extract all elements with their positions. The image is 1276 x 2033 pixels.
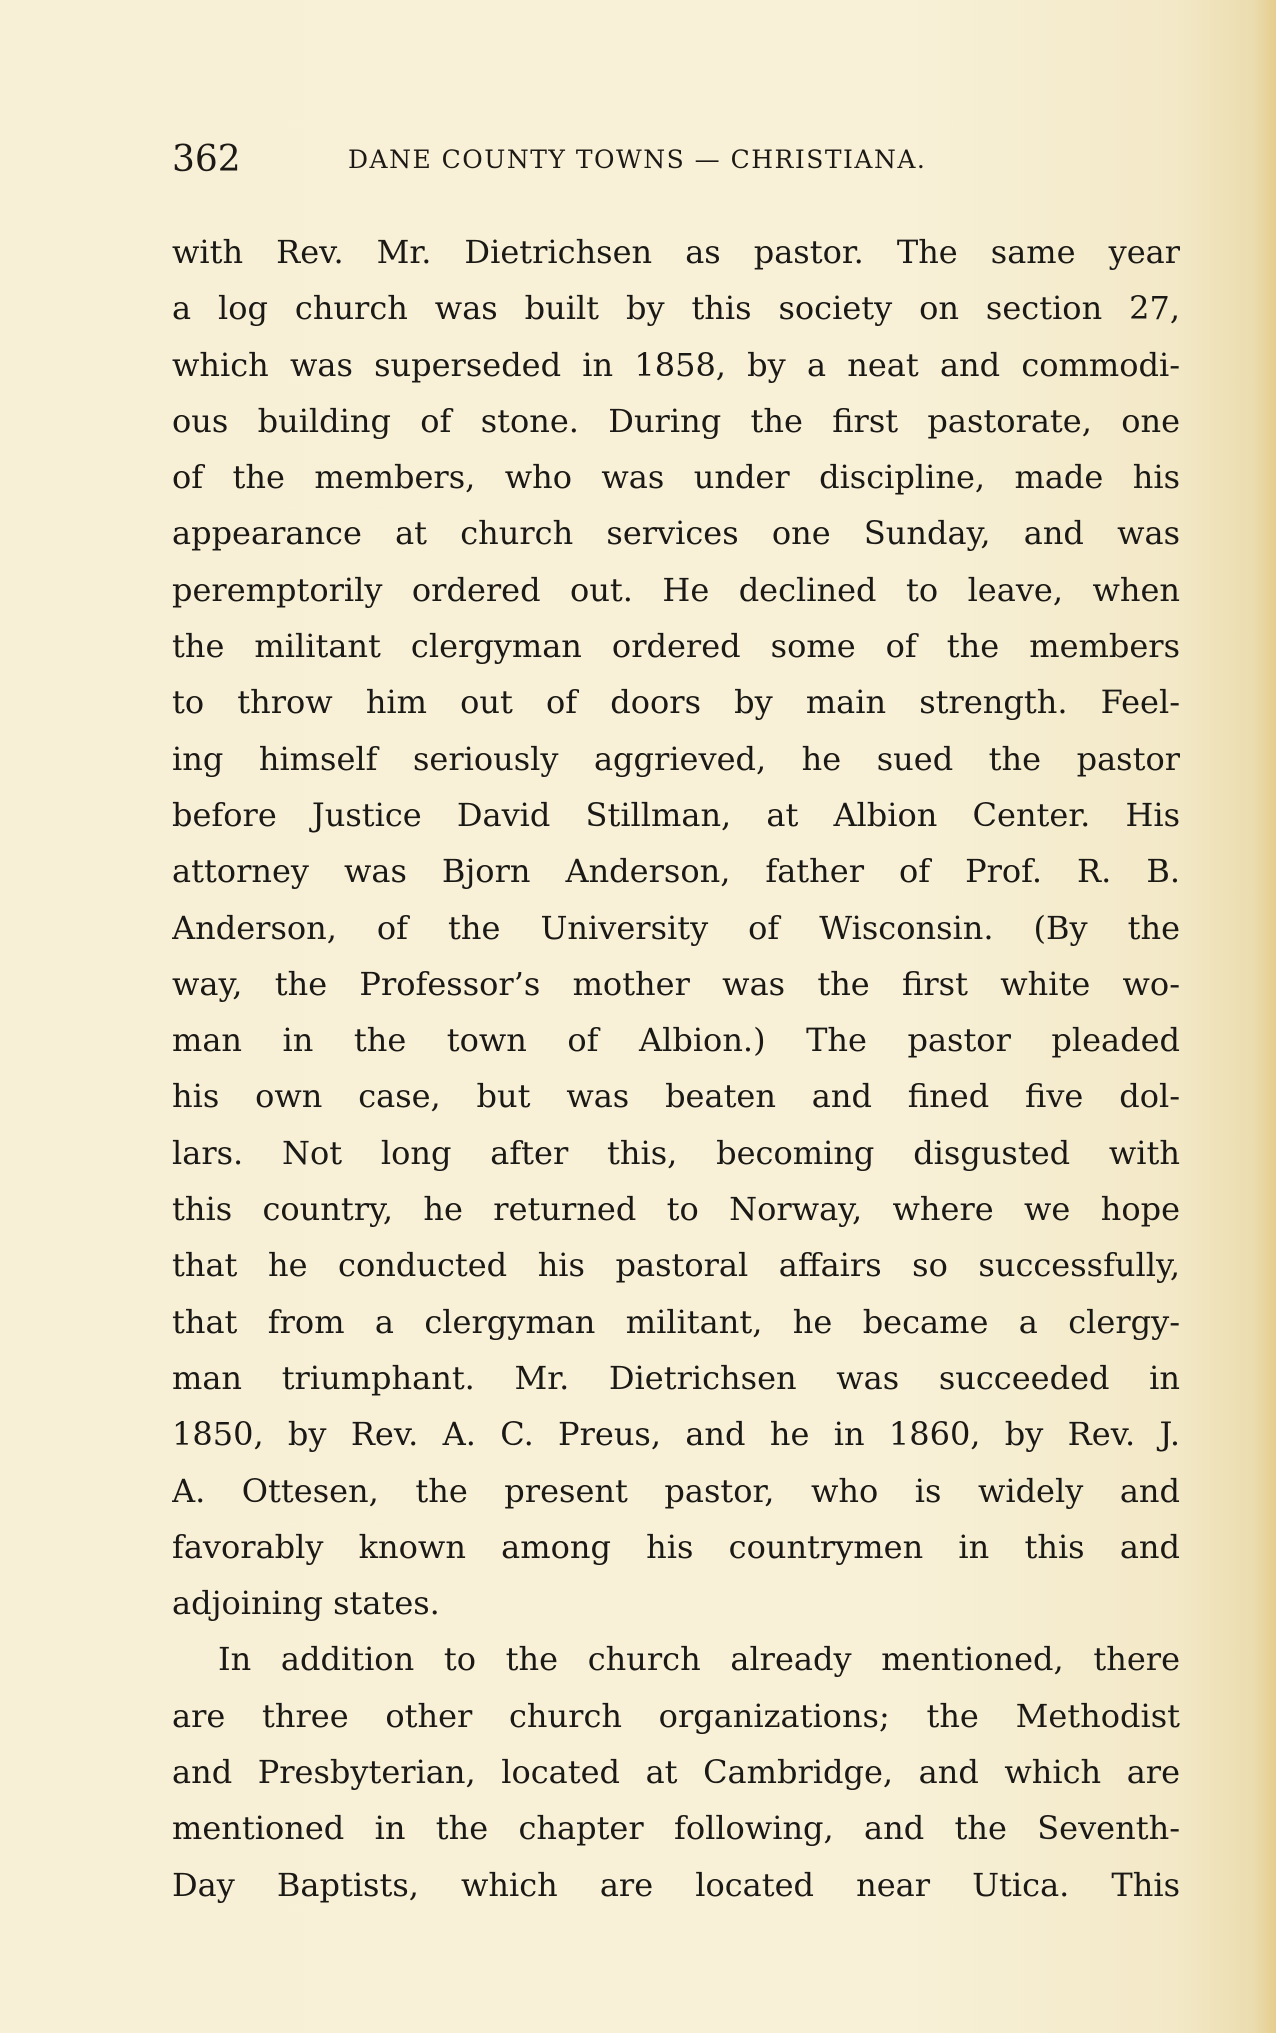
text-line: are three other church organizations; the Methodist — [172, 1696, 1180, 1735]
text-line: that he conducted his pastoral affairs so successfully, — [172, 1246, 1180, 1285]
text-line: which was superseded in 1858, by a neat and commodi- — [172, 345, 1180, 384]
page-number: 362 — [172, 139, 241, 180]
text-line: this country, he returned to Norway, where we hope — [172, 1190, 1180, 1229]
text-line: In addition to the church already mentioned, there — [218, 1640, 1180, 1679]
text-line: that from a clergyman militant, he became a clergy- — [172, 1302, 1180, 1341]
text-line: to throw him out of doors by main strength. Feel- — [172, 683, 1180, 722]
text-line: the militant clergyman ordered some of the members — [172, 627, 1180, 666]
text-line: way, the Professor’s mother was the first white wo- — [172, 964, 1180, 1003]
text-line: 1850, by Rev. A. C. Preus, and he in 1860, by Rev. J. — [172, 1415, 1180, 1454]
text-line: peremptorily ordered out. He declined to leave, when — [172, 570, 1180, 609]
text-line: favorably known among his countrymen in this and — [172, 1527, 1180, 1566]
page-edge-shading — [1254, 0, 1276, 2033]
text-line: adjoining states. — [172, 1584, 440, 1623]
text-line: man in the town of Albion.) The pastor pleaded — [172, 1021, 1180, 1060]
running-head: DANE COUNTY TOWNS — CHRISTIANA. — [348, 145, 927, 174]
text-line: a log church was built by this society on section 27, — [172, 289, 1180, 328]
text-line: appearance at church services one Sunday, and was — [172, 514, 1180, 553]
text-line: A. Ottesen, the present pastor, who is widely and — [172, 1471, 1180, 1510]
text-line: and Presbyterian, located at Cambridge, and which are — [172, 1753, 1180, 1792]
body-text — [172, 224, 1180, 1913]
text-line: with Rev. Mr. Dietrichsen as pastor. The same year — [172, 233, 1180, 271]
text-line: Anderson, of the University of Wisconsin. (By the — [172, 908, 1180, 947]
text-line: Day Baptists, which are located near Utica. This — [172, 1865, 1180, 1904]
text-line: man triumphant. Mr. Dietrichsen was succeeded in — [172, 1358, 1180, 1397]
text-line: ing himself seriously aggrieved, he sued the pastor — [172, 739, 1180, 778]
page-header — [172, 132, 1182, 188]
text-line: his own case, but was beaten and fined five dol- — [172, 1077, 1180, 1116]
text-line: attorney was Bjorn Anderson, father of Prof. R. B. — [172, 852, 1180, 891]
text-line: before Justice David Stillman, at Albion Center. His — [172, 795, 1180, 834]
text-line: lars. Not long after this, becoming disgusted with — [172, 1133, 1180, 1172]
text-line: of the members, who was under discipline, made his — [172, 458, 1180, 497]
text-line: ous building of stone. During the first pastorate, one — [172, 401, 1180, 440]
text-line: mentioned in the chapter following, and the Seventh- — [172, 1809, 1180, 1848]
